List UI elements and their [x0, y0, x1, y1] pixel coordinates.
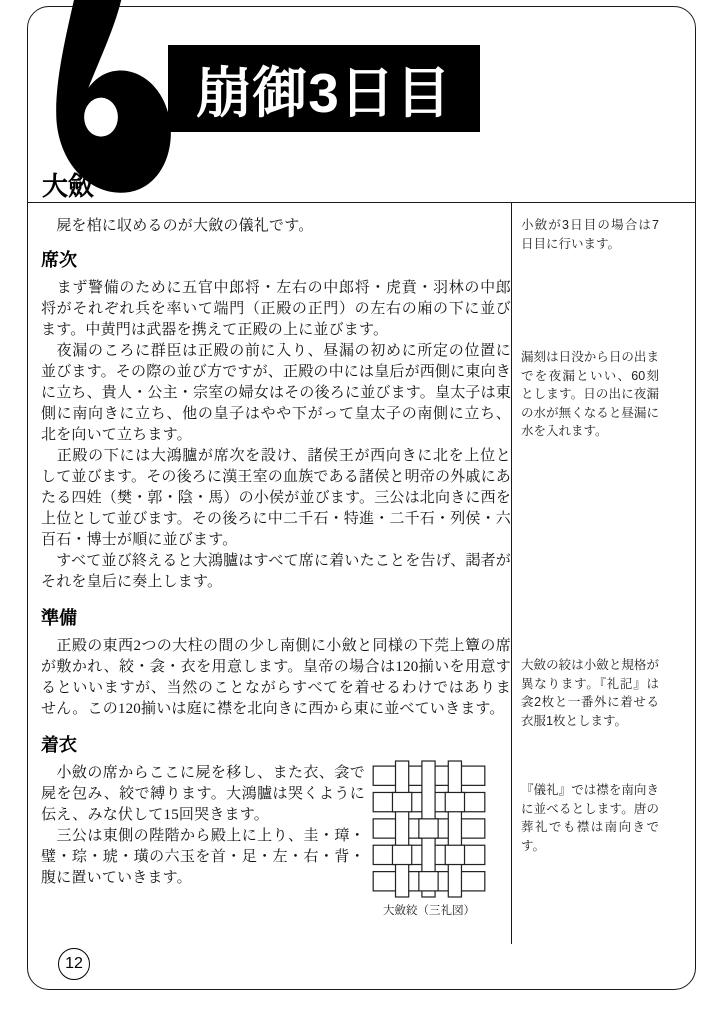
subheading-dressing: 着衣 [41, 735, 77, 755]
page-number: 12 [65, 955, 83, 972]
binding-cloth-figure [369, 760, 489, 918]
body-paragraph: 正殿の下には大鴻臚が席次を設け、諸侯王が西向きに北を上位として並びます。その後ろに漢王室の血族である諸侯と明帝の外戚にあたる四姓（樊・郭・陰・馬）の小侯が並びます。三公は北向きに西を上位として並びます。その後ろに中二千石・特進・二千石・列侯・六百石・博士が順に並びます。 [41, 448, 512, 548]
text-wrap-around-figure [41, 763, 365, 889]
margin-note: 『儀礼』では襟を南向きに並べるとします。唐の葬礼でも襟は南向きです。 [521, 783, 659, 853]
horizontal-divider [28, 202, 696, 203]
body-paragraph: 正殿の東西2つの大柱の間の少し南側に小斂と同様の下莞上簟の席が敷かれ、絞・衾・衣を用意します。皇帝の場合は120揃いを用意するといいますが、当然のことながらすべてを着せるわけではありません。この120揃いは庭に襟を北向きに西から東に並べていきます。 [41, 638, 512, 717]
body-paragraph: 三公は東側の陛階から殿上に上り、圭・璋・璧・琮・琥・璜の六玉を首・足・左・右・背・腹に置いていきます。 [41, 828, 365, 886]
section-heading: 大斂 [42, 171, 95, 201]
margin-note: 漏刻は日没から日の出までを夜漏といい、60刻とします。日の出に夜漏の水が無くなると昼漏に水を入れます。 [521, 350, 659, 438]
page-number-badge [58, 948, 90, 980]
figure-caption: 大斂絞（三礼図） [383, 905, 475, 917]
binding-cloth-diagram [372, 760, 486, 898]
body-paragraph: 小斂の席からここに屍を移し、また衣、衾で屍を包み、絞で縛ります。大鴻臚は哭くように伝え、みな伏して15回哭きます。 [41, 765, 365, 823]
body-paragraph: すべて並び終えると大鴻臚はすべて席に着いたことを告げ、謁者がそれを皇后に奏上します。 [41, 553, 512, 590]
body-paragraph: 夜漏のころに群臣は正殿の前に入り、昼漏の初めに所定の位置に並びます。その際の並び方ですが、正殿の中には皇后が西側に東向きに立ち、貴人・公主・宗室の婦女はその後ろに並びます。皇太子は東側に南向きに立ち、他の皇子はやや下がって皇太子の南側に立ち、北を向いて立ちます。 [41, 343, 512, 443]
subheading-seating: 席次 [41, 250, 77, 270]
subheading-preparation: 準備 [41, 608, 77, 628]
vertical-divider [511, 203, 512, 944]
page-title: 崩御3日目 [196, 62, 452, 124]
body-paragraph: まず警備のために五官中郎将・左右の中郎将・虎賁・羽林の中郎将がそれぞれ兵を率いて端門（正殿の正門）の左右の廂の下に並びます。中黄門は武器を携えて正殿の上に並びます。 [41, 280, 511, 338]
page-title-banner [168, 45, 480, 132]
margin-note: 小斂が3日目の場合は7日目に行います。 [521, 218, 659, 251]
intro-paragraph: 屍を棺に収めるのが大斂の儀礼です。 [41, 218, 314, 234]
margin-note: 大斂の絞は小斂と規格が異なります。『礼記』は衾2枚と一番外に着せる衣服1枚とします。 [521, 658, 659, 728]
